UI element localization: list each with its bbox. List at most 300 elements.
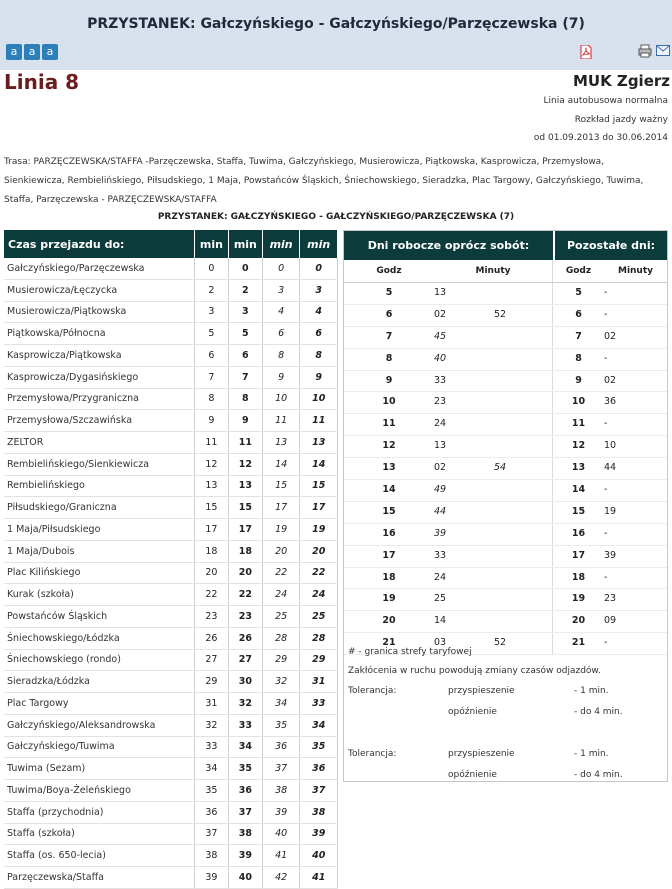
departure-row [344, 458, 667, 480]
travel-minutes: 3 [262, 279, 300, 301]
hour-cell: 6 [385, 308, 393, 320]
table-row [4, 714, 338, 736]
minutes-cell: - [604, 484, 608, 496]
stop-name: Kurak (szkoła) [4, 584, 194, 606]
minutes-cell: 52 [494, 633, 553, 654]
departure-row [344, 371, 667, 393]
travel-minutes: 22 [300, 562, 338, 584]
minutes-column-label: Minuty [434, 260, 553, 282]
travel-minutes: 12 [194, 453, 228, 475]
travel-minutes: 13 [194, 475, 228, 497]
schedule-label: Rozkład jazdy ważny [574, 115, 668, 125]
travel-minutes: 8 [300, 345, 338, 367]
stop-name: Kasprowicza/Piątkowska [4, 345, 194, 367]
travel-minutes: 2 [194, 279, 228, 301]
travel-minutes: 4 [300, 301, 338, 323]
travel-header-min: min [194, 230, 228, 258]
departure-row [344, 283, 667, 305]
zone-note: # - granica strefy taryfowej [348, 647, 472, 657]
minutes-cell: 54 [494, 458, 553, 479]
travel-header-label: Czas przejazdu do: [4, 230, 194, 258]
other-days-header: Pozostałe dni: [566, 239, 656, 252]
departure-row [344, 546, 667, 568]
minutes-cell: 02 [434, 462, 447, 474]
hour-cell: 7 [385, 330, 393, 342]
travel-minutes: 9 [194, 410, 228, 432]
stop-name: Tuwima (Sezam) [4, 758, 194, 780]
travel-minutes: 32 [228, 693, 262, 715]
table-row [4, 301, 338, 323]
travel-minutes: 18 [194, 540, 228, 562]
minutes-cell: 40 [434, 352, 447, 364]
minutes-cell: 39 [604, 549, 617, 561]
travel-minutes: 8 [194, 388, 228, 410]
minutes-cell [494, 371, 553, 392]
line-type: Linia autobusowa normalna [543, 96, 668, 106]
travel-minutes: 9 [300, 366, 338, 388]
hour-cell: 5 [385, 287, 393, 298]
travel-minutes: 15 [228, 497, 262, 519]
table-row [4, 279, 338, 301]
travel-minutes: 38 [194, 845, 228, 867]
travel-minutes: 14 [300, 453, 338, 475]
late-label: opóźnienie [448, 770, 497, 780]
hour-cell: 18 [571, 571, 586, 583]
minutes-cell: 39 [434, 527, 447, 539]
early-label: przyspieszenie [448, 749, 515, 759]
late-label: opóźnienie [448, 707, 497, 717]
table-row [4, 671, 338, 693]
minutes-cell: - [604, 527, 608, 539]
travel-minutes: 6 [194, 345, 228, 367]
table-row [4, 453, 338, 475]
table-row [4, 801, 338, 823]
departure-row [344, 524, 667, 546]
minutes-cell: 19 [604, 505, 617, 517]
stop-name: Rembielińskiego/Sienkiewicza [4, 453, 194, 475]
hour-cell: 9 [385, 374, 393, 386]
late-value: - do 4 min. [574, 770, 623, 780]
travel-minutes: 15 [262, 475, 300, 497]
travel-minutes: 32 [194, 714, 228, 736]
travel-minutes: 37 [194, 823, 228, 845]
hour-cell: 12 [571, 440, 586, 452]
hour-cell: 17 [382, 549, 396, 561]
minutes-cell [494, 524, 553, 545]
travel-minutes: 40 [262, 823, 300, 845]
travel-minutes: 26 [228, 627, 262, 649]
stop-name: Kasprowicza/Dygasińskiego [4, 366, 194, 388]
table-row [4, 519, 338, 541]
table-row [4, 823, 338, 845]
hour-column-label: Godz [565, 266, 592, 276]
minutes-cell [494, 283, 553, 304]
travel-minutes: 0 [228, 258, 262, 279]
stop-name: Staffa (szkoła) [4, 823, 194, 845]
page-title: PRZYSTANEK: Gałczyńskiego - Gałczyńskiego/Parzęczewska (7) [87, 16, 585, 32]
travel-time-table [4, 230, 338, 889]
travel-minutes: 6 [300, 323, 338, 345]
departure-row [344, 305, 667, 327]
travel-minutes: 2 [228, 279, 262, 301]
early-label: przyspieszenie [448, 686, 515, 696]
travel-minutes: 7 [194, 366, 228, 388]
travel-minutes: 0 [194, 258, 228, 279]
table-row [4, 475, 338, 497]
minutes-cell: 14 [434, 615, 447, 627]
stop-name: Piłsudskiego/Graniczna [4, 497, 194, 519]
travel-minutes: 37 [228, 801, 262, 823]
minutes-column-label: Minuty [617, 266, 654, 276]
travel-minutes: 8 [228, 388, 262, 410]
travel-minutes: 23 [228, 606, 262, 628]
minutes-cell [494, 327, 553, 348]
hour-cell: 7 [575, 330, 582, 342]
table-row [4, 540, 338, 562]
minutes-cell: 44 [604, 462, 617, 474]
travel-minutes: 41 [262, 845, 300, 867]
minutes-cell [494, 436, 553, 457]
hour-cell: 14 [382, 484, 396, 496]
minutes-cell: 49 [434, 484, 447, 496]
travel-minutes: 14 [262, 453, 300, 475]
minutes-cell [494, 392, 553, 413]
early-value: - 1 min. [574, 686, 609, 696]
travel-minutes: 15 [194, 497, 228, 519]
stop-name: Staffa (os. 650-lecia) [4, 845, 194, 867]
minutes-cell: 45 [434, 330, 447, 342]
stop-name: Staffa (przychodnia) [4, 801, 194, 823]
hour-cell: 5 [575, 287, 582, 298]
departure-row [344, 414, 667, 436]
travel-minutes: 17 [262, 497, 300, 519]
travel-minutes: 40 [300, 845, 338, 867]
travel-minutes: 42 [262, 867, 300, 889]
travel-minutes: 19 [262, 519, 300, 541]
travel-minutes: 15 [300, 475, 338, 497]
travel-minutes: 34 [228, 736, 262, 758]
travel-minutes: 35 [228, 758, 262, 780]
tolerance-label: Tolerancja: [348, 686, 397, 696]
hour-cell: 20 [382, 615, 396, 627]
minutes-cell: - [604, 418, 608, 430]
minutes-cell: 24 [434, 571, 447, 583]
hour-cell: 19 [571, 593, 586, 605]
travel-minutes: 20 [228, 562, 262, 584]
minutes-cell: 44 [434, 505, 447, 517]
travel-minutes: 40 [228, 867, 262, 889]
table-row [4, 780, 338, 802]
departure-row [344, 327, 667, 349]
minutes-cell [494, 589, 553, 610]
minutes-cell: 13 [434, 440, 447, 452]
travel-minutes: 34 [300, 714, 338, 736]
minutes-cell: 02 [434, 308, 447, 320]
hour-column-label: Godz [376, 266, 402, 276]
table-row [4, 693, 338, 715]
travel-minutes: 35 [194, 780, 228, 802]
hour-cell: 14 [571, 484, 586, 496]
departures-panel [343, 230, 668, 782]
travel-minutes: 3 [228, 301, 262, 323]
travel-minutes: 13 [262, 432, 300, 454]
hour-cell: 8 [385, 352, 393, 364]
company-name: MUK Zgierz [572, 72, 670, 90]
minutes-cell: 33 [434, 549, 447, 561]
hour-cell: 9 [575, 374, 582, 386]
travel-minutes: 13 [228, 475, 262, 497]
travel-minutes: 23 [194, 606, 228, 628]
travel-minutes: 36 [228, 780, 262, 802]
table-row [4, 649, 338, 671]
travel-minutes: 36 [194, 801, 228, 823]
hour-cell: 21 [382, 637, 396, 649]
minutes-cell: - [604, 287, 608, 298]
minutes-cell: 33 [434, 374, 447, 386]
minutes-cell: 02 [604, 374, 617, 386]
travel-minutes: 3 [300, 279, 338, 301]
travel-minutes: 37 [262, 758, 300, 780]
travel-header-min: min [300, 230, 338, 258]
hour-cell: 11 [382, 418, 396, 430]
travel-minutes: 18 [228, 540, 262, 562]
hour-cell: 13 [382, 462, 396, 474]
font-size-large-icon[interactable]: a [42, 44, 58, 60]
line-title: Linia 8 [4, 70, 80, 94]
travel-minutes: 38 [228, 823, 262, 845]
travel-minutes: 35 [262, 714, 300, 736]
travel-minutes: 6 [228, 345, 262, 367]
stop-name: Tuwima/Boya-Żeleńskiego [4, 780, 194, 802]
departure-row [344, 480, 667, 502]
stop-name: Parzęczewska/Staffa [4, 867, 194, 889]
font-size-small-icon[interactable]: a [6, 44, 22, 60]
stop-name: 1 Maja/Dubois [4, 540, 194, 562]
stop-name: Plac Kilińskiego [4, 562, 194, 584]
travel-minutes: 13 [300, 432, 338, 454]
hour-cell: 20 [571, 615, 586, 627]
travel-minutes: 29 [262, 649, 300, 671]
travel-minutes: 22 [262, 562, 300, 584]
travel-minutes: 20 [300, 540, 338, 562]
hour-cell: 19 [382, 593, 396, 605]
stop-name: Sieradzka/Łódzka [4, 671, 194, 693]
minutes-cell: 13 [434, 287, 447, 298]
weekdays-header: Dni robocze oprócz sobót: [344, 231, 555, 260]
travel-minutes: 33 [300, 693, 338, 715]
travel-header-min: min [228, 230, 262, 258]
disturbance-note: Zakłócenia w ruchu powodują zmiany czasów odjazdów. [348, 666, 601, 676]
table-row [4, 258, 338, 279]
table-row [4, 736, 338, 758]
hour-cell: 15 [571, 505, 586, 517]
hour-cell: 16 [571, 527, 586, 539]
table-row [4, 497, 338, 519]
travel-minutes: 32 [262, 671, 300, 693]
stop-name: Plac Targowy [4, 693, 194, 715]
travel-minutes: 41 [300, 867, 338, 889]
departure-row [344, 611, 667, 633]
travel-minutes: 17 [228, 519, 262, 541]
travel-minutes: 20 [262, 540, 300, 562]
minutes-cell: - [604, 637, 608, 649]
travel-minutes: 29 [300, 649, 338, 671]
print-icon[interactable] [638, 44, 652, 58]
travel-minutes: 39 [194, 867, 228, 889]
travel-minutes: 22 [194, 584, 228, 606]
travel-minutes: 36 [262, 736, 300, 758]
departure-row [344, 502, 667, 524]
minutes-cell: 10 [604, 440, 617, 452]
travel-minutes: 39 [300, 823, 338, 845]
table-row [4, 366, 338, 388]
hour-cell: 21 [571, 637, 586, 649]
departure-row [344, 436, 667, 458]
minutes-cell [494, 568, 553, 589]
stop-name: Śniechowskiego/Łódzka [4, 627, 194, 649]
table-row [4, 388, 338, 410]
travel-minutes: 20 [194, 562, 228, 584]
route-description: Trasa: PARZĘCZEWSKA/STAFFA -Parzęczewska, Staffa, Tuwima, Gałczyńskiego, Musierowicza, Piątkowska, Kasprowicza, Przemysłowa, Sienkiewicza, Rembielińskiego, Piłsudskiego, 1 Maja, Powstańców Śląskich, Śniechowskiego, Sieradzka, Plac Targowy, Gałczyńskiego, Tuwima, Staffa, Parzęczewska - PARZĘCZEWSKA/STAFFA [4, 157, 644, 205]
minutes-cell [494, 349, 553, 370]
travel-minutes: 11 [194, 432, 228, 454]
stop-name: Piątkowska/Północna [4, 323, 194, 345]
stop-name: ZELTOR [4, 432, 194, 454]
stop-name: Gałczyńskiego/Aleksandrowska [4, 714, 194, 736]
travel-minutes: 5 [228, 323, 262, 345]
stop-name: Śniechowskiego (rondo) [4, 649, 194, 671]
travel-minutes: 22 [228, 584, 262, 606]
hour-cell: 16 [382, 527, 396, 539]
hour-cell: 12 [382, 440, 396, 452]
travel-minutes: 12 [228, 453, 262, 475]
minutes-cell: 36 [604, 396, 617, 408]
travel-minutes: 27 [228, 649, 262, 671]
early-value: - 1 min. [574, 749, 609, 759]
travel-minutes: 9 [262, 366, 300, 388]
hour-cell: 15 [382, 505, 396, 517]
travel-minutes: 25 [262, 606, 300, 628]
minutes-cell [494, 480, 553, 501]
minutes-cell: - [604, 571, 608, 583]
stop-name: Gałczyńskiego/Parzęczewska [4, 258, 194, 279]
minutes-cell: 02 [604, 330, 617, 342]
departure-row [344, 568, 667, 590]
travel-minutes: 24 [300, 584, 338, 606]
travel-minutes: 5 [194, 323, 228, 345]
travel-minutes: 9 [228, 410, 262, 432]
hour-cell: 6 [575, 308, 582, 320]
stop-name: 1 Maja/Piłsudskiego [4, 519, 194, 541]
travel-minutes: 17 [300, 497, 338, 519]
travel-minutes: 39 [262, 801, 300, 823]
notes-section [344, 643, 667, 786]
minutes-cell: 24 [434, 418, 447, 430]
travel-minutes: 0 [262, 258, 300, 279]
travel-minutes: 26 [194, 627, 228, 649]
travel-minutes: 38 [300, 801, 338, 823]
minutes-cell [494, 502, 553, 523]
minutes-cell: - [604, 308, 608, 320]
hour-cell: 18 [382, 571, 396, 583]
minutes-cell: 52 [494, 305, 553, 326]
departure-row [344, 349, 667, 371]
stop-name: Musierowicza/Łęczycka [4, 279, 194, 301]
top-bar [0, 0, 672, 70]
hour-cell: 8 [575, 352, 582, 364]
travel-minutes: 30 [228, 671, 262, 693]
minutes-cell: 25 [434, 593, 447, 605]
table-row [4, 606, 338, 628]
stop-name: Powstańców Śląskich [4, 606, 194, 628]
hour-cell: 13 [571, 462, 586, 474]
validity-dates: od 01.09.2013 do 30.06.2014 [533, 133, 668, 143]
minutes-cell: 03 [434, 637, 447, 649]
travel-minutes: 10 [300, 388, 338, 410]
stop-header: PRZYSTANEK: GAŁCZYŃSKIEGO - GAŁCZYŃSKIEGO/PARZĘCZEWSKA (7) [157, 212, 515, 222]
late-value: - do 4 min. [574, 707, 623, 717]
table-row [4, 584, 338, 606]
travel-minutes: 31 [194, 693, 228, 715]
font-size-medium-icon[interactable]: a [24, 44, 40, 60]
travel-minutes: 33 [228, 714, 262, 736]
table-row [4, 627, 338, 649]
travel-minutes: 8 [262, 345, 300, 367]
hour-cell: 11 [571, 418, 586, 430]
table-row [4, 845, 338, 867]
travel-minutes: 36 [300, 758, 338, 780]
travel-minutes: 6 [262, 323, 300, 345]
travel-minutes: 10 [262, 388, 300, 410]
stop-name: Przemysłowa/Szczawińska [4, 410, 194, 432]
travel-minutes: 33 [194, 736, 228, 758]
travel-minutes: 17 [194, 519, 228, 541]
minutes-cell: 23 [434, 396, 447, 408]
table-row [4, 562, 338, 584]
travel-minutes: 25 [300, 606, 338, 628]
travel-minutes: 29 [194, 671, 228, 693]
travel-minutes: 3 [194, 301, 228, 323]
travel-minutes: 37 [300, 780, 338, 802]
hour-cell: 17 [571, 549, 586, 561]
travel-minutes: 31 [300, 671, 338, 693]
travel-minutes: 0 [300, 258, 338, 279]
travel-minutes: 28 [262, 627, 300, 649]
hour-cell: 10 [571, 396, 586, 408]
pdf-icon[interactable] [580, 45, 592, 59]
departure-row [344, 392, 667, 414]
minutes-cell: - [604, 352, 608, 364]
table-row [4, 345, 338, 367]
mail-icon[interactable] [656, 45, 670, 57]
table-row [4, 758, 338, 780]
travel-minutes: 34 [262, 693, 300, 715]
travel-minutes: 28 [300, 627, 338, 649]
minutes-cell [494, 611, 553, 632]
hour-cell: 10 [382, 396, 396, 408]
travel-minutes: 4 [262, 301, 300, 323]
travel-minutes: 39 [228, 845, 262, 867]
travel-minutes: 11 [228, 432, 262, 454]
table-row [4, 410, 338, 432]
stop-name: Przemysłowa/Przygraniczna [4, 388, 194, 410]
travel-minutes: 11 [262, 410, 300, 432]
travel-header-min: min [262, 230, 300, 258]
stop-name: Rembielińskiego [4, 475, 194, 497]
travel-minutes: 19 [300, 519, 338, 541]
table-row [4, 323, 338, 345]
travel-minutes: 27 [194, 649, 228, 671]
